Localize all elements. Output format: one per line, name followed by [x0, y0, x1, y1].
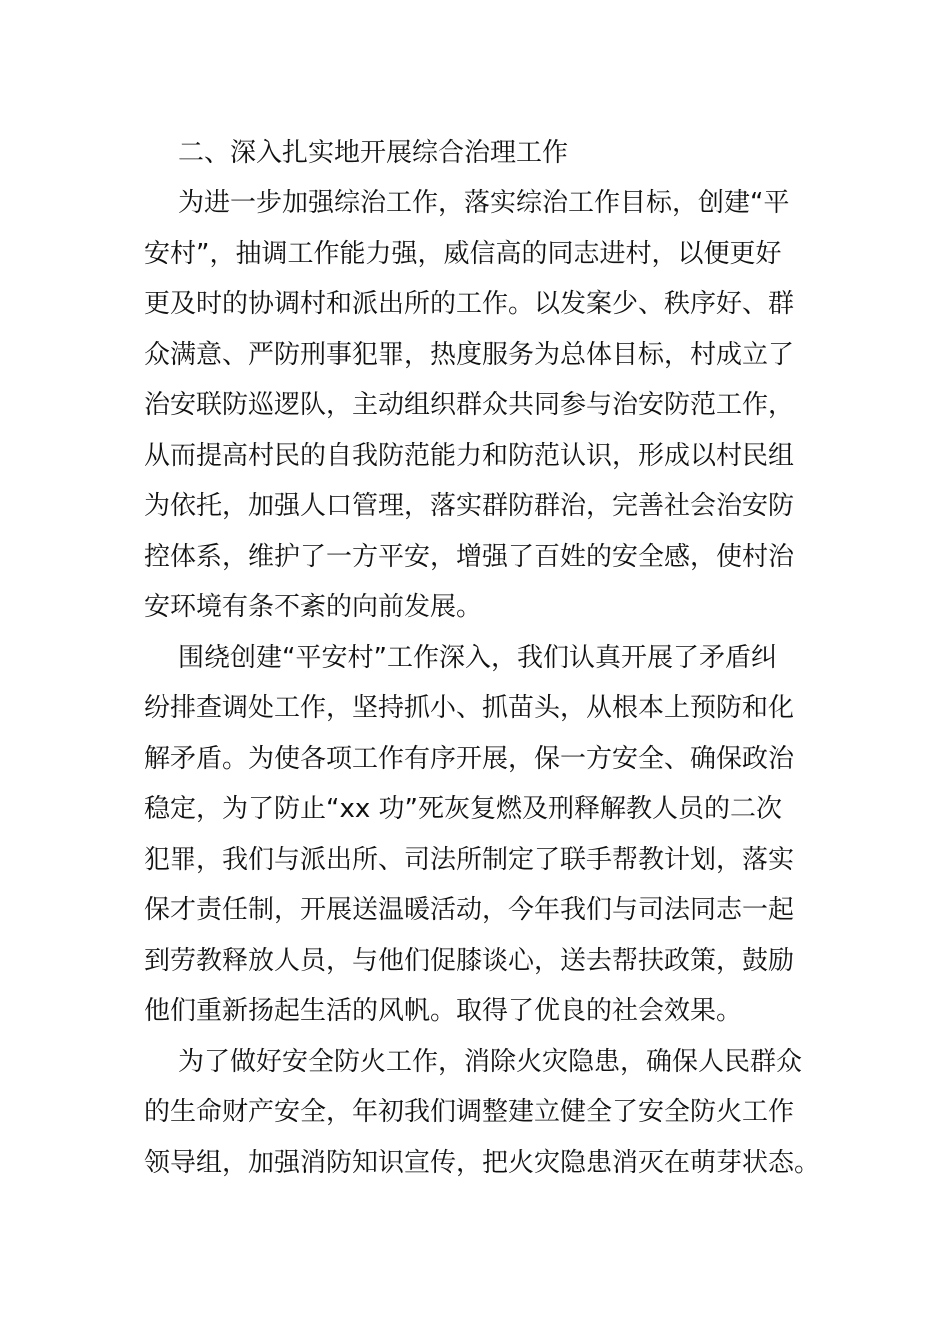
paragraph-3	[144, 1037, 821, 1189]
paragraph-line: 为依托，加强人口管理，落实群防群治，完善社会治安防	[144, 491, 795, 521]
paragraph-line: 众满意、严防刑事犯罪，热度服务为总体目标，村成立了	[144, 339, 795, 370]
paragraph-line: 到劳教释放人员，与他们促膝谈心，送去帮扶政策，鼓励	[144, 945, 795, 976]
paragraph-1	[144, 178, 800, 633]
paragraph-line: 从而提高村民的自我防范能力和防范认识，形成以村民组	[144, 440, 795, 471]
document-body	[144, 128, 821, 1188]
paragraph-line: 安环境有条不紊的向前发展。	[144, 592, 483, 622]
paragraph-2	[144, 633, 800, 1037]
paragraph-line: 的生命财产安全，年初我们调整建立健全了安全防火工作	[144, 1097, 795, 1127]
paragraph-line: 解矛盾。为使各项工作有序开展，保一方安全、确保政治	[144, 743, 795, 774]
paragraph-line: 犯罪，我们与派出所、司法所制定了联手帮教计划，落实	[144, 844, 795, 875]
paragraph-line: 控体系，维护了一方平安，增强了百姓的安全感，使村治	[144, 541, 795, 572]
paragraph-line: 纷排查调处工作，坚持抓小、抓苗头，从根本上预防和化	[144, 693, 795, 723]
paragraph-line: 治安联防巡逻队，主动组织群众共同参与治安防范工作，	[144, 390, 795, 420]
paragraph-line: 围绕创建“平安村”工作深入，我们认真开展了矛盾纠	[178, 642, 777, 673]
paragraph-line: 保才责任制，开展送温暖活动，今年我们与司法同志一起	[144, 895, 795, 925]
section-heading: 二、深入扎实地开展综合治理工作	[178, 138, 569, 168]
paragraph-line: 安村”，抽调工作能力强，威信高的同志进村，以便更好	[144, 238, 782, 269]
paragraph-line: 更及时的协调村和派出所的工作。以发案少、秩序好、群	[144, 289, 795, 319]
paragraph-line: 稳定，为了防止“xx 功”死灰复燃及刑释解教人员的二次	[144, 794, 782, 824]
paragraph-line: 他们重新扬起生活的风帆。取得了优良的社会效果。	[144, 996, 743, 1026]
paragraph-line: 为进一步加强综治工作，落实综治工作目标，创建“平	[178, 188, 790, 218]
paragraph-line: 领导组，加强消防知识宣传，把火灾隐患消灭在萌芽状态。	[144, 1147, 821, 1178]
paragraph-line: 为了做好安全防火工作，消除火灾隐患，确保人民群众	[178, 1046, 803, 1077]
